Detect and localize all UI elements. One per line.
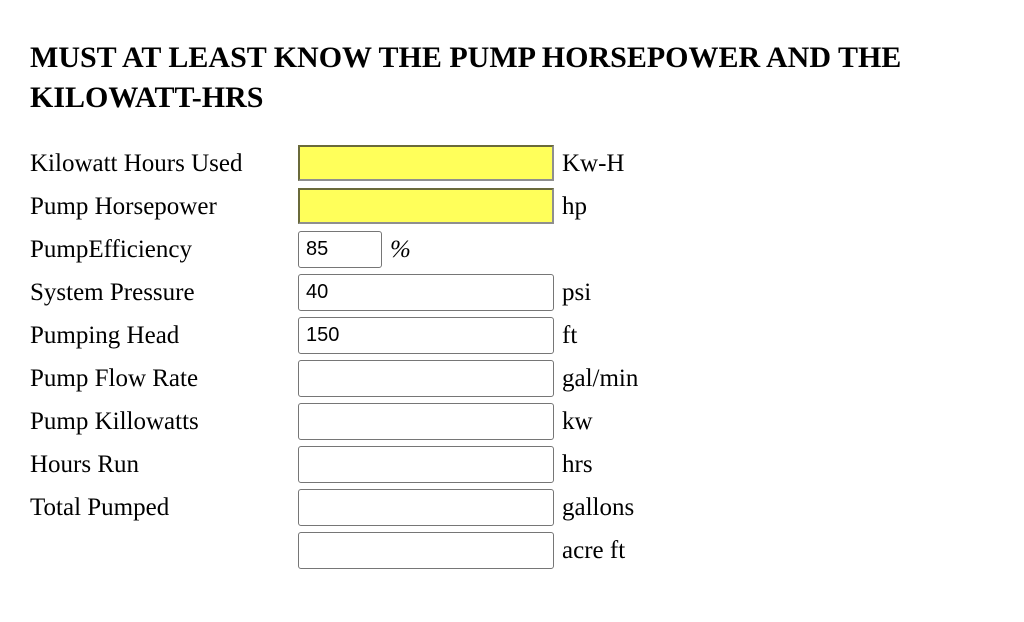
- pump-efficiency-unit: %: [390, 236, 411, 263]
- pumping-head-input[interactable]: [298, 317, 554, 354]
- row-system-pressure: [30, 272, 930, 315]
- pump-killowatts-input[interactable]: [298, 403, 554, 440]
- pumping-head-unit: ft: [562, 322, 578, 349]
- total-pumped-acre-ft-input[interactable]: [298, 532, 554, 569]
- system-pressure-input[interactable]: [298, 274, 554, 311]
- pump-horsepower-input[interactable]: [298, 188, 554, 224]
- row-pump-horsepower: [30, 186, 930, 229]
- pumping-head-label: Pumping Head: [30, 322, 180, 349]
- row-total-pumped-acre-ft: [30, 530, 930, 573]
- total-pumped-acre-ft-unit: acre ft: [562, 537, 626, 564]
- pump-killowatts-label: Pump Killowatts: [30, 408, 199, 435]
- pump-flow-rate-unit: gal/min: [562, 365, 639, 392]
- page-heading: MUST AT LEAST KNOW THE PUMP HORSEPOWER AND THE KILOWATT-HRS: [30, 41, 902, 114]
- row-total-pumped: [30, 487, 930, 530]
- system-pressure-label: System Pressure: [30, 279, 195, 306]
- row-pump-killowatts: [30, 401, 930, 444]
- row-pumping-head: [30, 315, 930, 358]
- total-pumped-gallons-input[interactable]: [298, 489, 554, 526]
- row-pump-efficiency: [30, 229, 930, 272]
- hours-run-label: Hours Run: [30, 451, 140, 478]
- row-pump-flow-rate: [30, 358, 930, 401]
- pump-efficiency-label: PumpEfficiency: [30, 236, 192, 263]
- hours-run-unit: hrs: [562, 451, 593, 478]
- pump-killowatts-unit: kw: [562, 408, 593, 435]
- kilowatt-hours-used-unit: Kw-H: [562, 150, 625, 177]
- system-pressure-unit: psi: [562, 279, 592, 306]
- pump-horsepower-label: Pump Horsepower: [30, 193, 217, 220]
- total-pumped-gallons-unit: gallons: [562, 494, 635, 521]
- kilowatt-hours-used-input[interactable]: [298, 145, 554, 181]
- pump-efficiency-input[interactable]: [298, 231, 382, 268]
- pump-horsepower-unit: hp: [562, 193, 587, 220]
- pump-flow-rate-input[interactable]: [298, 360, 554, 397]
- row-hours-run: [30, 444, 930, 487]
- pump-flow-rate-label: Pump Flow Rate: [30, 365, 199, 392]
- kilowatt-hours-used-label: Kilowatt Hours Used: [30, 150, 243, 177]
- total-pumped-label: Total Pumped: [30, 494, 170, 521]
- row-kilowatt-hours-used: [30, 143, 930, 186]
- hours-run-input[interactable]: [298, 446, 554, 483]
